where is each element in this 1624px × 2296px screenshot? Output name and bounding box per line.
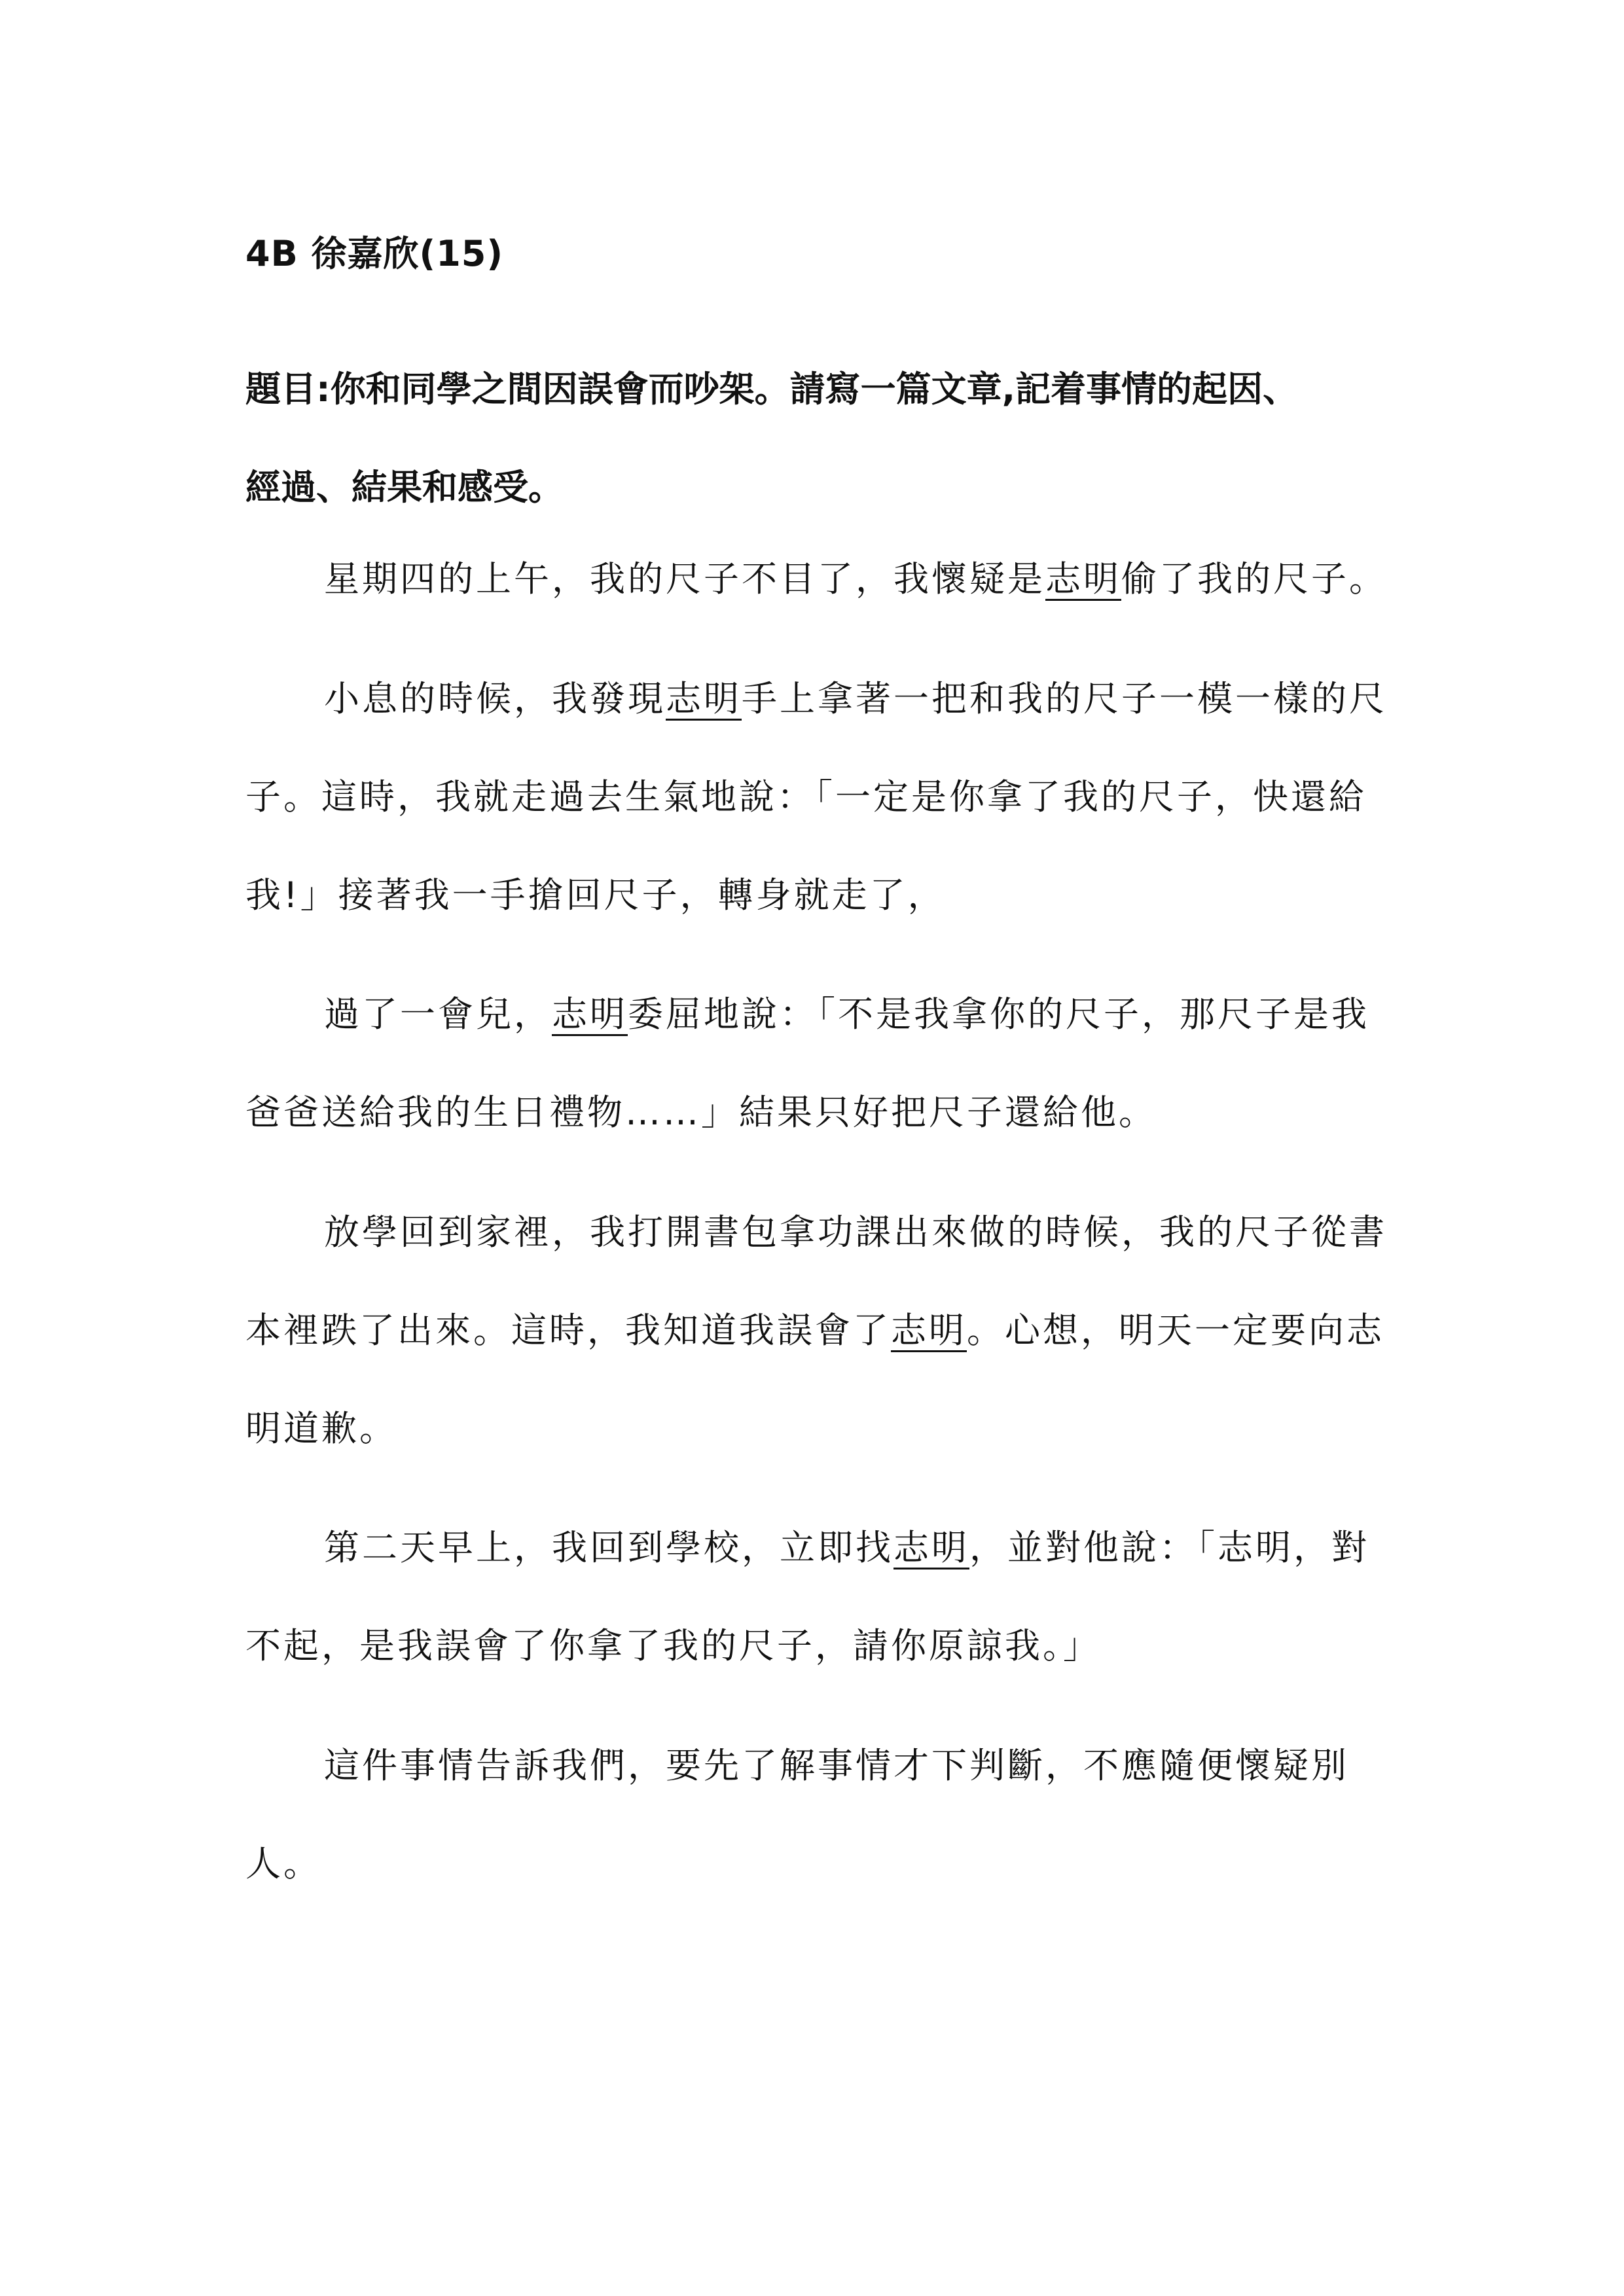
underlined-name: 志明 (891, 1310, 967, 1351)
paragraph-2-line: 子。這時，我就走過去生氣地說：「一定是你拿了我的尺子，快還給 (245, 776, 1367, 817)
paragraph-6-line: 人。 (245, 1843, 321, 1884)
paragraph-4-line: 本裡跌了出來。這時，我知道我誤會了志明。心想，明天一定要向志 (245, 1310, 1384, 1351)
paragraph-1-line: 星期四的上午，我的尺子不目了，我懷疑是志明偷了我的尺子。 (324, 558, 1387, 600)
underlined-name: 志明 (666, 678, 742, 719)
underlined-name: 志明 (1045, 558, 1121, 600)
paragraph-3-line: 爸爸送給我的生日禮物……」結果只好把尺子還給他。 (245, 1092, 1157, 1133)
essay-title-line: 題目:你和同學之間因誤會而吵架。請寫一篇文章,記着事情的起因、 (245, 368, 1299, 410)
paragraph-4-line: 放學回到家裡，我打開書包拿功課出來做的時候，我的尺子從書 (324, 1211, 1387, 1253)
student-header: 4B 徐嘉欣(15) (245, 233, 504, 274)
paragraph-2-line: 我!」接著我一手搶回尺子，轉身就走了， (245, 874, 946, 916)
paragraph-4-line: 明道歉。 (245, 1408, 397, 1449)
paragraph-5-line: 不起，是我誤會了你拿了我的尺子，請你原諒我。」 (245, 1625, 1101, 1666)
paragraph-5-line: 第二天早上，我回到學校，立即找志明，並對他說：「志明，對 (324, 1527, 1369, 1568)
underlined-name: 志明 (893, 1527, 969, 1568)
essay-title-line: 經過、結果和感受。 (245, 467, 564, 508)
paragraph-6-line: 這件事情告訴我們，要先了解事情才下判斷，不應隨便懷疑別 (324, 1745, 1349, 1786)
paragraph-3-line: 過了一會兒，志明委屈地說：「不是我拿你的尺子，那尺子是我 (324, 994, 1369, 1035)
underlined-name: 志明 (552, 994, 628, 1035)
essay-title (245, 340, 1398, 537)
paragraph-2-line: 小息的時候，我發現志明手上拿著一把和我的尺子一模一樣的尺 (324, 678, 1387, 719)
